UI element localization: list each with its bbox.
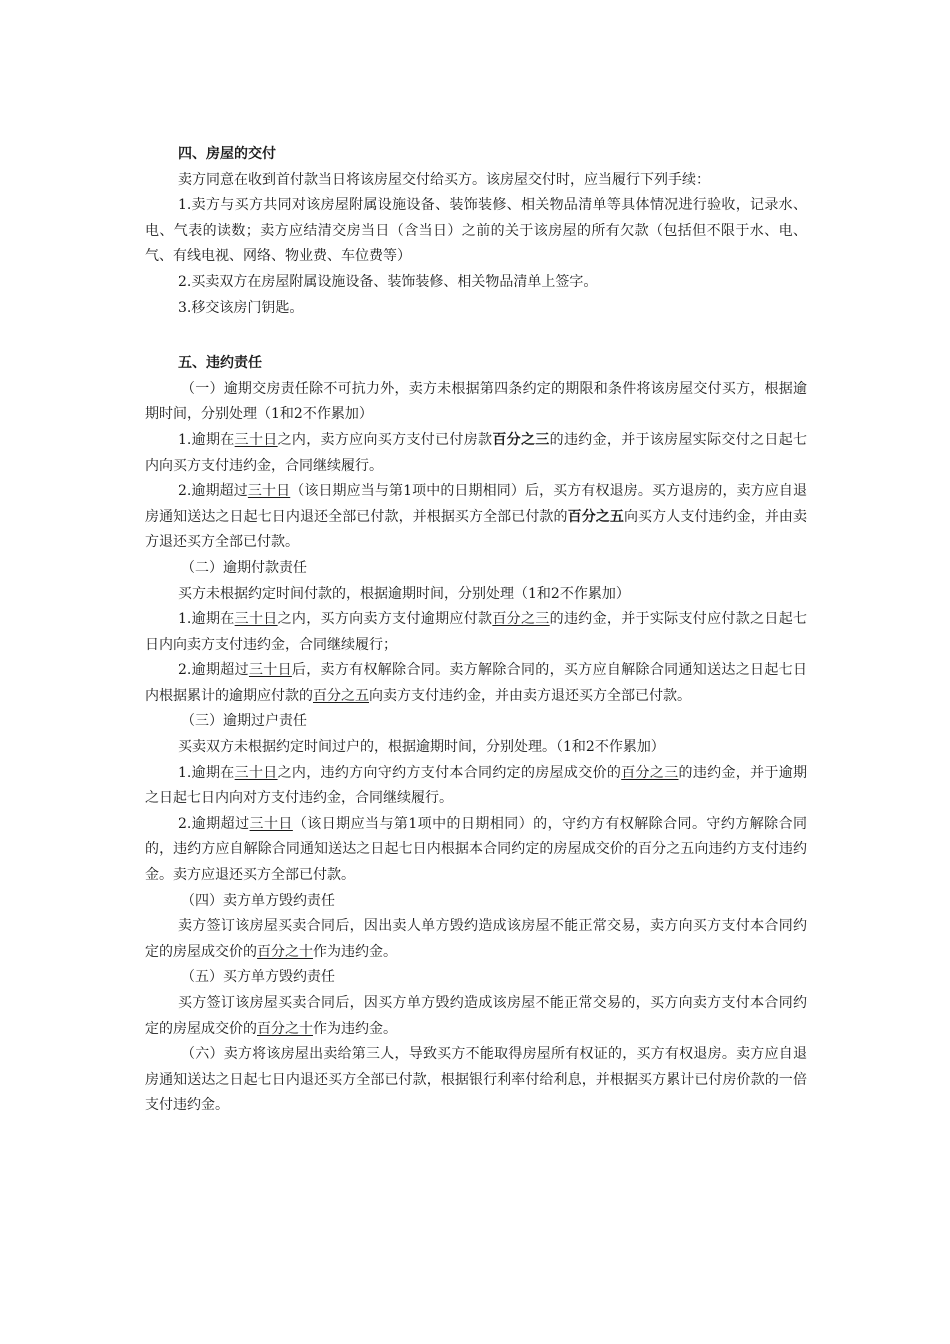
underlined-term: 百分之三 [621, 764, 679, 781]
section-4-item-3: 3.移交该房门钥匙。 [178, 299, 304, 316]
text: 卖方签订该房屋买卖合同后，因出卖人单方毁约造成该房屋不能正常交易，卖方向买方支付本合同约定的房屋成交价的 [145, 918, 807, 960]
text: 的违约金，并于实际支付应付款之日起七日内向卖方支付违约金，合同继续履行； [145, 611, 808, 653]
underlined-term: 三十日 [234, 764, 278, 781]
section-4-item-2: 2.买卖双方在房屋附属设施设备、装饰装修、相关物品清单上签字。 [178, 273, 598, 290]
text: 作为违约金。 [313, 1020, 397, 1037]
underlined-term: 三十日 [247, 483, 291, 500]
clause-4-text [145, 914, 807, 965]
clause-3-intro: 买卖双方未根据约定时间过户的，根据逾期时间，分别处理。（1和2不作累加） [178, 739, 665, 756]
text: 买方签订该房屋买卖合同后，因买方单方毁约造成该房屋不能正常交易的，买方向卖方支付本合同约定的房屋成交价的 [145, 995, 807, 1037]
text: 之内，买方向卖方支付逾期应付款 [277, 611, 493, 628]
clause-1-title: （一）逾期交房责任除不可抗力外，卖方未根据第四条约定的期限和条件将该房屋交付买方，根据逾期时间，分别处理（1和2不作累加） [145, 380, 807, 423]
text: 1.逾期在 [178, 431, 235, 448]
text: （该日期应当与第1项中的日期相同）后，买方有权退房。买方退房的，卖方应自退房通知送达之日起七日内退还全部已付款，并根据买方全部已付款的 [145, 483, 808, 525]
clause-5-title: （五）买方单方毁约责任 [181, 969, 335, 986]
clause-2-title: （二）逾期付款责任 [181, 559, 307, 576]
underlined-term: 百分之五 [313, 687, 369, 704]
section-4-intro: 卖方同意在收到首付款当日将该房屋交付给买方。该房屋交付时，应当履行下列手续： [178, 171, 710, 188]
clause-6-text: （六）卖方将该房屋出卖给第三人，导致买方不能取得房屋所有权证的，买方有权退房。卖方应自退房通知送达之日起七日内退还买方全部已付款，根据银行利率付给利息，并根据买方累计已付房价款的一倍支付违约金。 [145, 1046, 807, 1114]
text: 后，卖方有权解除合同。卖方解除合同的，买方应自解除合同通知送达之日起七日内根据累计的逾期应付款的 [145, 662, 808, 704]
clause-2-item-2 [145, 658, 807, 709]
text: 作为违约金。 [313, 943, 397, 960]
clause-2-intro: 买方未根据约定时间付款的，根据逾期时间，分别处理（1和2不作累加） [178, 585, 630, 602]
underlined-term: 三十日 [234, 611, 278, 628]
text: 的违约金，并于逾期之日起七日内向对方支付违约金，合同继续履行。 [145, 764, 808, 807]
clause-3-title: （三）逾期过户责任 [181, 713, 307, 730]
bold-term: 百分之五 [567, 508, 624, 525]
underlined-term: 百分之三 [492, 611, 550, 628]
clause-1-item-1 [145, 428, 807, 479]
bold-term: 百分之三 [492, 431, 550, 448]
text: 2.逾期超过 [178, 662, 249, 679]
underlined-term: 百分之十 [257, 1020, 313, 1037]
text: 之内，违约方向守约方支付本合同约定的房屋成交价的 [277, 764, 622, 781]
clause-2-item-1 [145, 607, 807, 658]
underlined-term: 三十日 [234, 431, 278, 448]
underlined-term: 三十日 [249, 815, 293, 832]
text: 的违约金，并于该房屋实际交付之日起七内向买方支付违约金，合同继续履行。 [145, 431, 808, 474]
clause-5-text [145, 991, 807, 1042]
text: 1.逾期在 [178, 611, 235, 628]
clause-1-item-2 [145, 479, 807, 556]
underlined-term: 三十日 [248, 662, 292, 679]
document-body [145, 142, 807, 1119]
section-4-heading: 四、房屋的交付 [178, 146, 276, 162]
clause-3-item-2 [145, 812, 807, 889]
section-4-item-1: 1.卖方与买方共同对该房屋附属设施设备、装饰装修、相关物品清单等具体情况进行验收，记录水、电、气表的读数；卖方应结清交房当日（含当日）之前的关于该房屋的所有欠款（包括但不限于水、电、气、有线电视、网络、物业费、车位费等） [145, 197, 807, 265]
text: 1.逾期在 [178, 764, 235, 781]
underlined-term: 百分之十 [257, 943, 313, 960]
clause-3-item-1 [145, 761, 807, 812]
text: 之内，卖方应向买方支付已付房款 [277, 431, 493, 448]
text: 向卖方支付违约金，并由卖方退还买方全部已付款。 [369, 687, 691, 704]
text: （该日期应当与第1项中的日期相同）的，守约方有权解除合同。守约方解除合同的，违约方应自解除合同通知送达之日起七日内根据本合同约定的房屋成交价的百分之五向违约方支付违约金。卖方应退还买方全部已付款。 [145, 815, 808, 884]
text: 2.逾期超过 [178, 483, 248, 500]
text: 2.逾期超过 [178, 815, 250, 832]
clause-4-title: （四）卖方单方毁约责任 [181, 892, 335, 909]
text: 向买方人支付违约金，并由卖方退还买方全部已付款。 [145, 508, 808, 551]
section-5-heading: 五、违约责任 [178, 355, 262, 372]
